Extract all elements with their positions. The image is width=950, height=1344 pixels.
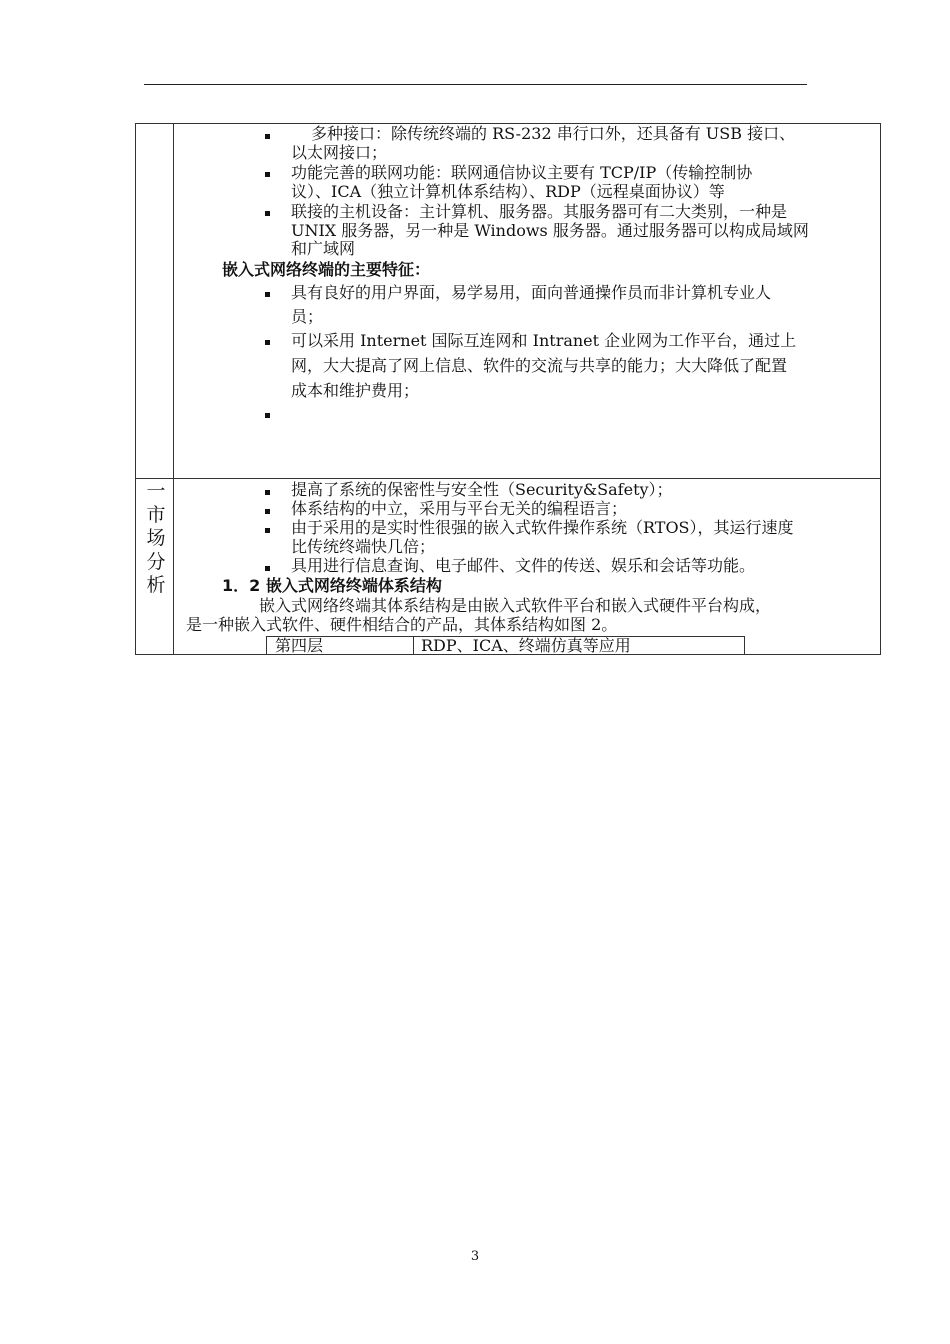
side-label-char: 场 (146, 527, 166, 549)
side-label-char: 分 (146, 550, 166, 573)
bullet-text: 以太网接口； (291, 143, 388, 162)
bullet-marker (265, 172, 270, 177)
header-rule (144, 84, 807, 85)
bullet-text: 由于采用的是实时性很强的嵌入式软件操作系统（RTOS），其运行速度 (291, 518, 794, 537)
bullet-text: 可以采用 Internet 国际互连网和 Intranet 企业网为工作平台，通过上 (291, 331, 797, 350)
paragraph-line: 是一种嵌入式软件、硬件相结合的产品，其体系结构如图 2。 (186, 615, 618, 634)
bullet-marker (265, 490, 270, 495)
table-column-divider (173, 123, 174, 655)
bullet-marker (265, 413, 270, 418)
paragraph-line: 嵌入式网络终端其体系结构是由嵌入式软件平台和嵌入式硬件平台构成， (259, 596, 772, 615)
bullet-text: 联接的主机设备：主计算机、服务器。其服务器可有二大类别，一种是 (291, 202, 788, 221)
side-label-char: 市 (146, 503, 166, 526)
bullet-marker (265, 292, 270, 297)
bullet-text: 提高了系统的保密性与安全性（Security&Safety）； (291, 480, 673, 499)
architecture-table-divider (413, 636, 414, 655)
bullet-text: 体系结构的中立，采用与平台无关的编程语言； (291, 499, 628, 518)
features-heading: 嵌入式网络终端的主要特征： (222, 260, 431, 279)
bullet-text: 具有良好的用户界面，易学易用，面向普通操作员而非计算机专业人 (291, 283, 772, 302)
side-label-char: 析 (146, 574, 166, 596)
bullet-marker (265, 211, 270, 216)
bullet-text: 功能完善的联网功能：联网通信协议主要有 TCP/IP（传输控制协 (291, 163, 753, 182)
side-label-market-analysis (143, 480, 169, 598)
bullet-text: 议）、ICA（独立计算机体系结构）、RDP（远程桌面协议）等 (291, 182, 725, 201)
bullet-text: 多种接口：除传统终端的 RS-232 串行口外，还具备有 USB 接口、 (311, 124, 796, 143)
bullet-text: UNIX 服务器，另一种是 Windows 服务器。通过服务器可以构成局域网 (291, 221, 809, 240)
section-heading: 1．2 嵌入式网络终端体系结构 (222, 576, 442, 595)
bullet-text: 成本和维护费用； (291, 381, 420, 400)
bullet-text: 员； (291, 307, 324, 326)
table-row-divider (135, 478, 881, 479)
bullet-text: 网，大大提高了网上信息、软件的交流与共享的能力；大大降低了配置 (291, 356, 788, 375)
bullet-marker (265, 509, 270, 514)
page-number: 3 (470, 1249, 480, 1264)
architecture-layer-cell: 第四层 (275, 636, 324, 655)
bullet-text: 比传统终端快几倍； (291, 537, 436, 556)
side-label-char: 一 (146, 480, 166, 502)
bullet-marker (265, 340, 270, 345)
bullet-text: 和广域网 (291, 239, 356, 258)
architecture-content-cell: RDP、ICA、终端仿真等应用 (421, 636, 631, 655)
bullet-marker (265, 134, 270, 139)
bullet-marker (265, 528, 270, 533)
bullet-text: 具用进行信息查询、电子邮件、文件的传送、娱乐和会话等功能。 (291, 556, 756, 575)
bullet-marker (265, 566, 270, 571)
